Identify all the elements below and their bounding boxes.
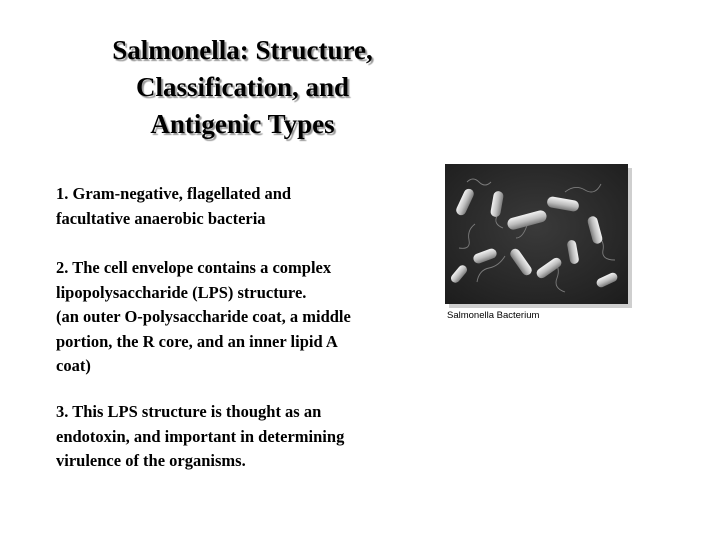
text-line: endotoxin, and important in determining (56, 426, 345, 446)
bacteria-micrograph (445, 164, 628, 304)
text-line: coat) (56, 356, 91, 375)
bullet-point-1 (56, 182, 436, 231)
image-shadow (449, 304, 632, 308)
image-caption: Salmonella Bacterium (447, 310, 540, 321)
title-line: Classification, and (135, 72, 350, 102)
text-line: (an outer O-polysaccharide coat, a middle (56, 307, 351, 326)
text-line: 2. The cell envelope contains a complex (56, 258, 332, 277)
bullet-point-2 (56, 256, 436, 379)
text-line: portion, the R core, and an inner lipid A (56, 331, 338, 351)
text-line: facultative anaerobic bacteria (56, 208, 266, 228)
image-shadow (628, 168, 632, 308)
text-line: 3. This LPS structure is thought as an (56, 402, 322, 421)
text-line: virulence of the organisms. (56, 451, 246, 470)
bullet-point-3 (56, 400, 436, 474)
bacteria-illustration (445, 164, 628, 304)
title-line: Antigenic Types (150, 109, 335, 139)
text-line: lipopolysaccharide (LPS) structure. (56, 282, 307, 302)
text-line: 1. Gram-negative, flagellated and (56, 184, 292, 203)
title-line: Salmonella: Structure, (112, 35, 373, 65)
slide-title (60, 32, 425, 143)
